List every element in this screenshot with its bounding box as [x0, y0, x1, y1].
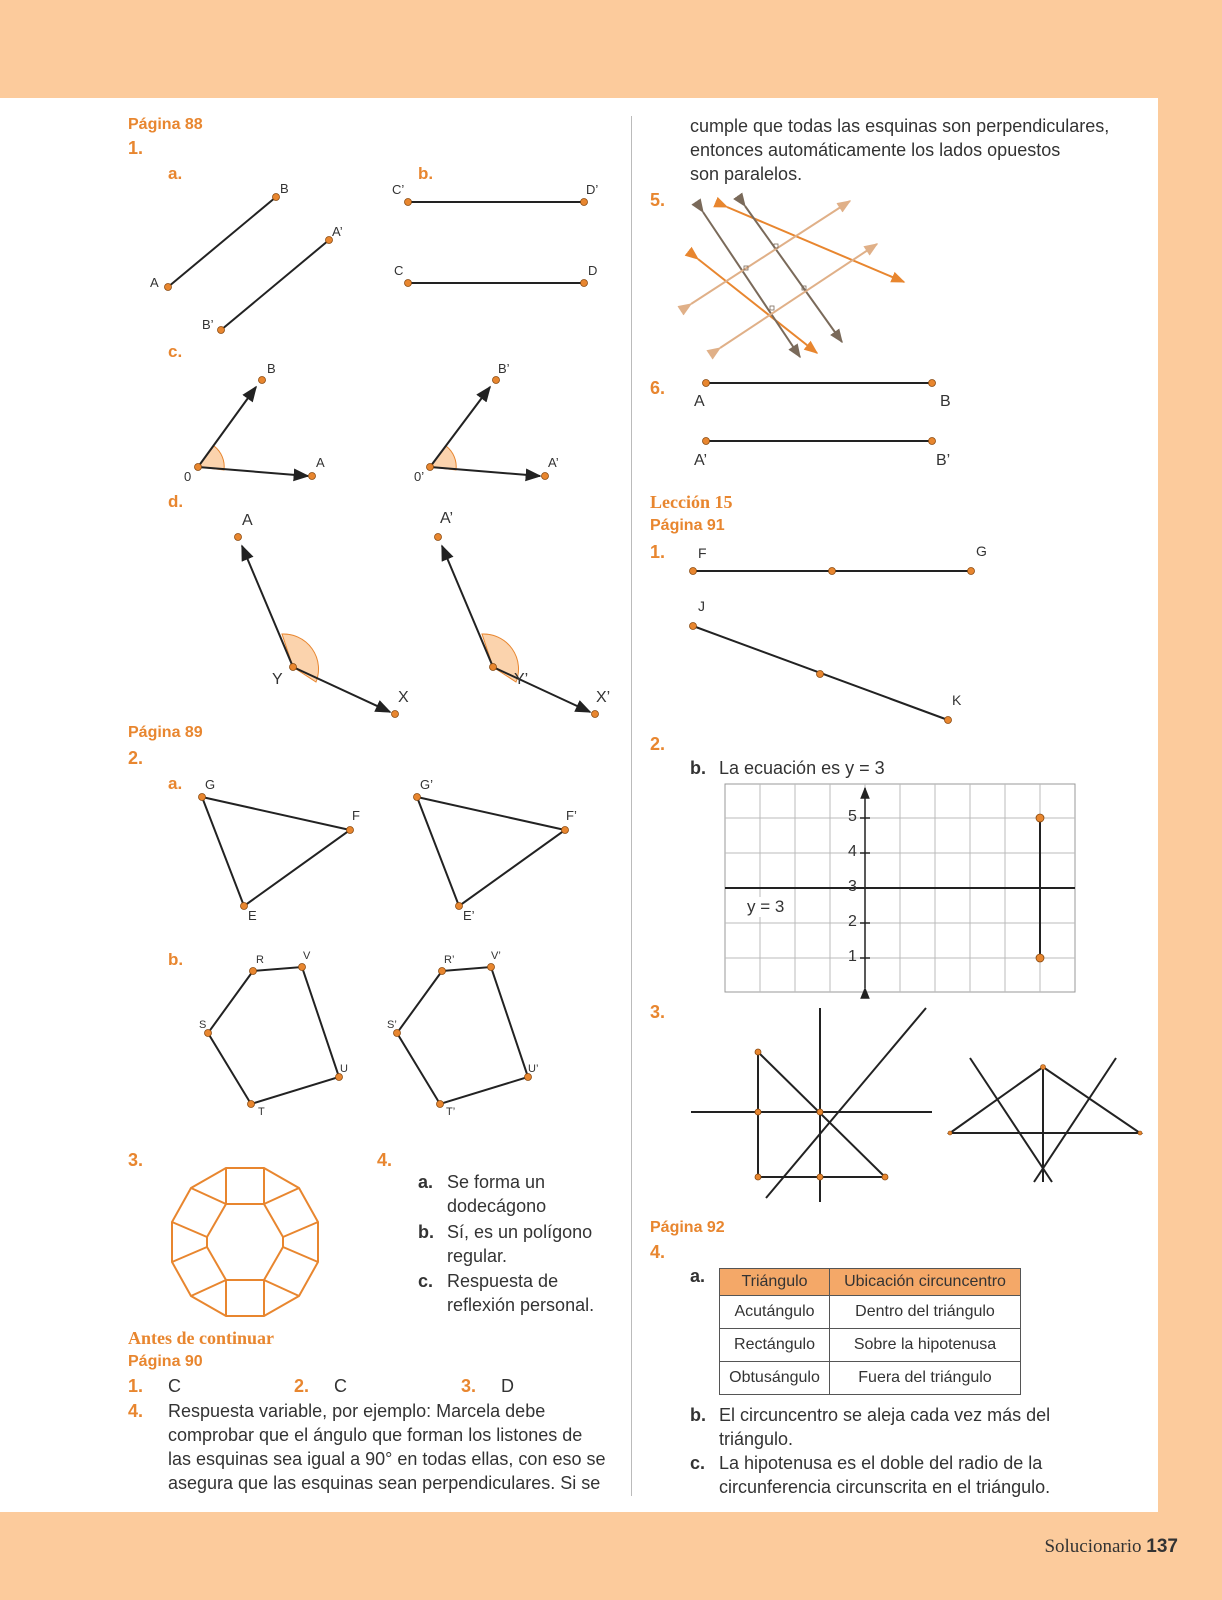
cont-line-3: son paralelos.: [690, 164, 803, 184]
table-header: Ubicación circuncentro: [830, 1269, 1021, 1296]
q4-c-letter: c.: [418, 1271, 434, 1291]
label-T-prime: T’: [446, 1106, 456, 1118]
label-U-prime: U’: [528, 1063, 539, 1075]
table-row: [720, 1362, 1021, 1395]
heading-leccion-15: Lección 15: [650, 492, 733, 512]
item-number-2: 2.: [128, 748, 144, 768]
sub-2b: b.: [168, 950, 184, 969]
answer-3-num: 3.: [461, 1376, 477, 1396]
label-B: B: [280, 181, 289, 196]
label-A: A: [150, 275, 159, 290]
q4-a-line2: dodecágono: [447, 1196, 547, 1216]
sub-c: c.: [168, 342, 183, 361]
item-number-3: 3.: [128, 1150, 144, 1170]
label-c-B: B: [267, 361, 276, 376]
page-number: 137: [1146, 1536, 1178, 1557]
p90-line-3: las esquinas sea igual a 90° en todas ellas, con eso se: [168, 1449, 606, 1469]
table-cell: Fuera del triángulo: [830, 1362, 1021, 1395]
answer-4c-line1: La hipotenusa es el doble del radio de la: [719, 1453, 1043, 1473]
sub-4a-right: a.: [690, 1266, 706, 1286]
tick-3: 3: [848, 878, 857, 895]
label-V: V: [303, 950, 311, 962]
label-R-prime: R’: [444, 954, 455, 966]
q4-a-letter: a.: [418, 1172, 434, 1192]
tick-2: 2: [848, 913, 857, 930]
label-D-prime: D’: [586, 182, 599, 197]
table-cell: Obtusángulo: [720, 1362, 830, 1395]
label-F-right: F: [698, 545, 707, 561]
answer-2-value: C: [334, 1376, 347, 1396]
heading-pagina-90: Página 90: [128, 1353, 203, 1370]
table-cell: Sobre la hipotenusa: [830, 1329, 1021, 1362]
heading-pagina-88: Página 88: [128, 116, 203, 133]
sub-a: a.: [168, 164, 183, 183]
label-A-prime: A’: [332, 224, 343, 239]
p90-line-4: asegura que las esquinas sean perpendiculares. Si se: [168, 1473, 601, 1493]
item-number-2-right: 2.: [650, 734, 666, 754]
item-number-1-right: 1.: [650, 542, 666, 562]
label-6-B-prime: B’: [936, 452, 951, 469]
q4-b-letter: b.: [418, 1222, 434, 1242]
label-c-B-prime: B’: [498, 361, 510, 376]
sub-4b-right: b.: [690, 1405, 706, 1425]
table-row: [720, 1329, 1021, 1362]
tick-5: 5: [848, 808, 857, 825]
p90-line-2: comprobar que el ángulo que forman los listones de: [168, 1425, 583, 1445]
answer-2-num: 2.: [294, 1376, 310, 1396]
table-header: Triángulo: [720, 1269, 830, 1296]
label-S: S: [199, 1019, 207, 1031]
tick-1: 1: [848, 948, 857, 965]
equation-text: La ecuación es y = 3: [719, 758, 885, 778]
label-T: T: [258, 1106, 265, 1118]
label-G-prime: G’: [420, 777, 433, 792]
table-cell: Acutángulo: [720, 1296, 830, 1329]
label-c-A: A: [316, 455, 325, 470]
tick-4: 4: [848, 843, 857, 860]
label-c-0-prime: 0’: [414, 469, 425, 484]
answer-4b-line1: El circuncentro se aleja cada vez más del: [719, 1405, 1051, 1425]
answer-1-num: 1.: [128, 1376, 144, 1396]
label-F: F: [352, 808, 360, 823]
label-S-prime: S’: [387, 1019, 397, 1031]
label-d-A: A: [242, 512, 253, 529]
label-C-prime: C’: [392, 182, 405, 197]
label-6-A-prime: A’: [694, 452, 708, 469]
item-number-6: 6.: [650, 378, 666, 398]
item-number-5: 5.: [650, 190, 666, 210]
label-6-B: B: [940, 393, 951, 410]
p90-line-1: Respuesta variable, por ejemplo: Marcela debe: [168, 1401, 546, 1421]
q4-b-line1: Sí, es un polígono: [447, 1222, 593, 1242]
label-d-X: X: [398, 689, 409, 706]
answer-4b-line2: triángulo.: [719, 1429, 794, 1449]
label-6-A: A: [694, 393, 705, 410]
answer-3-value: D: [501, 1376, 514, 1396]
answer-4c-line2: circunferencia circunscrita en el triángulo.: [719, 1477, 1051, 1497]
item-number-4-right: 4.: [650, 1242, 666, 1262]
label-G-right: G: [976, 543, 987, 559]
sub-4c-right: c.: [690, 1453, 706, 1473]
heading-pagina-89: Página 89: [128, 724, 203, 741]
footer-label: Solucionario: [1044, 1536, 1142, 1557]
cont-line-1: cumple que todas las esquinas son perpendiculares,: [690, 116, 1110, 136]
table-cell: Rectángulo: [720, 1329, 830, 1362]
label-D: D: [588, 263, 598, 278]
label-F-prime: F’: [566, 808, 577, 823]
label-c-A-prime: A’: [548, 455, 559, 470]
table-cell: Dentro del triángulo: [830, 1296, 1021, 1329]
label-d-X-prime: X’: [596, 689, 611, 706]
label-d-A-prime: A’: [440, 510, 454, 527]
q4-a-line1: Se forma un: [447, 1172, 546, 1192]
q4-c-line1: Respuesta de: [447, 1271, 559, 1291]
heading-pagina-92: Página 92: [650, 1219, 725, 1236]
sub-b: b.: [418, 164, 434, 183]
label-C: C: [394, 263, 404, 278]
heading-antes-de-continuar: Antes de continuar: [128, 1328, 275, 1348]
label-J: J: [698, 598, 705, 614]
page-footer: [1044, 1536, 1178, 1558]
circumcenter-table: [719, 1268, 1021, 1395]
label-K: K: [952, 692, 962, 708]
table-header-row: [720, 1269, 1021, 1296]
graph-line-label: y = 3: [747, 897, 785, 916]
sub-2a: a.: [168, 774, 183, 793]
label-B-prime: B’: [202, 317, 214, 332]
cont-line-2: entonces automáticamente los lados opuestos: [690, 140, 1061, 160]
sub-2b-right: b.: [690, 758, 706, 778]
q4-b-line2: regular.: [447, 1246, 508, 1266]
p90-item-4-num: 4.: [128, 1401, 144, 1421]
label-E-prime: E’: [463, 908, 475, 923]
label-d-Y-prime: Y’: [514, 671, 529, 688]
label-E: E: [248, 908, 257, 923]
label-U: U: [340, 1063, 348, 1075]
item-number-3-right: 3.: [650, 1002, 666, 1022]
label-R: R: [256, 954, 264, 966]
label-c-0: 0: [184, 469, 192, 484]
label-V-prime: V’: [491, 950, 501, 962]
q4-c-line2: reflexión personal.: [447, 1295, 595, 1315]
sub-d: d.: [168, 492, 184, 511]
table-row: [720, 1296, 1021, 1329]
label-G: G: [205, 777, 216, 792]
heading-pagina-91: Página 91: [650, 517, 725, 534]
answer-1-value: C: [168, 1376, 181, 1396]
item-number-4: 4.: [377, 1150, 393, 1170]
item-number-1: 1.: [128, 138, 144, 158]
label-d-Y: Y: [272, 671, 283, 688]
